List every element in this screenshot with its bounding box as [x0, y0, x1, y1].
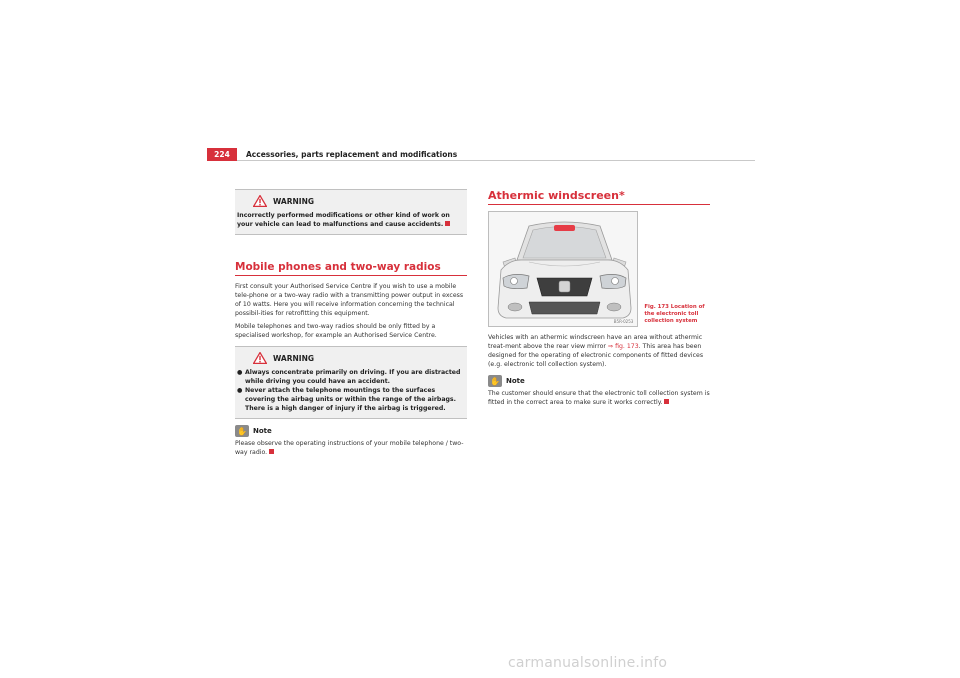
- note-text-content: The customer should ensure that the electronic toll collection system is fitted in the correct area to make sure it works correctly.: [488, 390, 710, 406]
- note-header: [488, 375, 710, 387]
- note-label: Note: [506, 377, 525, 385]
- warning-bullet-text: Always concentrate primarily on driving. If you are distracted while driving you could have an accident.: [245, 369, 461, 385]
- figure-caption: Fig. 173 Location of the electronic toll collection system: [644, 304, 705, 324]
- note-hand-icon: ✋: [235, 425, 249, 437]
- end-of-section-icon: [664, 399, 669, 404]
- note-text-content: Please observe the operating instructions of your mobile telephone / two-way radio.: [235, 440, 464, 456]
- note-text: [235, 439, 467, 457]
- paragraph: Mobile telephones and two-way radios should be only fitted by a specialised workshop, for example an Authorised Service Centre.: [235, 323, 437, 339]
- car-front-illustration: [489, 212, 638, 327]
- warning-text-content: Incorrectly performed modifications or other kind of work on your vehicle can lead to malfunctions and cause accidents.: [237, 212, 450, 228]
- warning-box-modifications: [235, 189, 467, 235]
- section-title-mobile-phones: Mobile phones and two-way radios: [235, 261, 467, 276]
- watermark-text: carmanualsonline.info: [508, 655, 668, 671]
- note-label: Note: [253, 427, 272, 435]
- paragraph-text: Vehicles with an athermic windscreen have an area without athermic treat-ment above the rear view mirror: [488, 334, 703, 350]
- bullet-icon: ●: [237, 369, 243, 376]
- warning-triangle-icon: [253, 195, 267, 207]
- note-hand-icon: ✋: [488, 375, 502, 387]
- running-header-title: Accessories, parts replacement and modifications: [246, 150, 458, 159]
- figure-reference-link[interactable]: ⇒ fig. 173: [607, 343, 639, 350]
- warning-label: WARNING: [273, 353, 315, 363]
- note-text: [488, 389, 710, 407]
- warning-bullet-text: Never attach the telephone mountings to the surfaces covering the airbag units or within the range of the airbags. There is a high danger of injury if the airbag is triggered.: [245, 387, 456, 412]
- warning-text: [237, 211, 465, 229]
- warning-header: [237, 352, 465, 364]
- warning-bullet: [237, 368, 465, 386]
- page-number: 224: [207, 148, 237, 161]
- note-header: [235, 425, 467, 437]
- end-of-section-icon: [269, 449, 274, 454]
- section-title-athermic-windscreen: Athermic windscreen*: [488, 189, 710, 205]
- paragraph: First consult your Authorised Service Centre if you wish to use a mobile tele-phone or a two-way radio with a transmitting power output in excess of 10 watts. Here you will receive information concerning the technical possibil-ities for retrofitting this equipment.: [235, 283, 464, 317]
- warning-triangle-icon: [253, 352, 267, 364]
- left-column: [235, 189, 467, 461]
- right-column: [488, 189, 710, 411]
- warning-bullet: [237, 386, 465, 413]
- paragraph-athermic: [488, 333, 710, 369]
- image-code: B5R-0253: [613, 319, 634, 324]
- warning-label: WARNING: [273, 196, 315, 206]
- end-of-section-icon: [445, 221, 450, 226]
- bullet-icon: ●: [237, 387, 243, 394]
- warning-box-driving: [235, 346, 467, 419]
- warning-header: [237, 195, 465, 207]
- figure-173: [488, 211, 710, 327]
- paragraph-text: . This area has been designed for the operating of electronic components of fitted devices (e.g. electronic toll collection system).: [488, 343, 704, 368]
- car-front-image: [488, 211, 638, 327]
